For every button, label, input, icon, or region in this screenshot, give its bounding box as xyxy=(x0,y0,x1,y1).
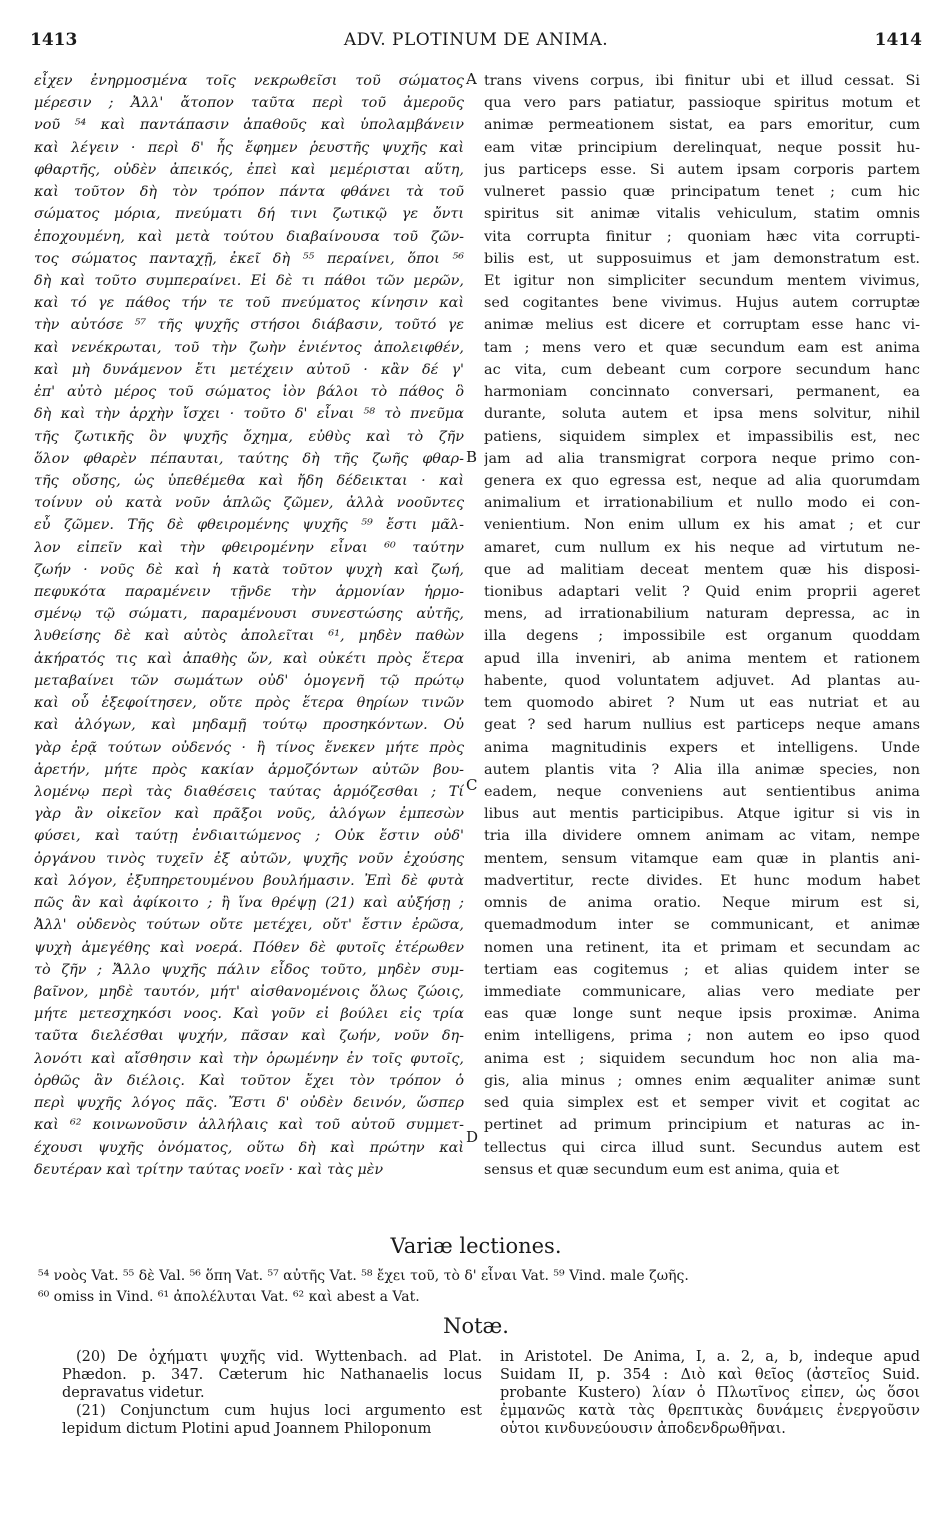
latin-text-line: gis, alia minus ; omnes enim æqualiter animæ sunt xyxy=(484,1072,920,1089)
notes-left-column xyxy=(62,1348,482,1438)
latin-text-line: habente, quod voluntatem adjuvet. Ad plantas au- xyxy=(484,672,920,689)
greek-text-line: ταῦτα διελέσθαι ψυχήν, πᾶσαν καὶ ζωήν, νοῦν δη- xyxy=(34,1028,464,1045)
latin-text-line: omnis de anima oratio. Neque mirum est si, xyxy=(484,895,920,912)
greek-text-line: δὴ καὶ τοῦτο συμπεραίνει. Εἰ δὲ τι πάθοι τῶν μερῶν, xyxy=(34,272,464,289)
greek-text-line: γὰρ ἂν οἰκεῖον καὶ πρᾶξοι νοῦς, ἀλόγων ἐμπεσὼν xyxy=(34,806,464,823)
latin-text-line: libus aut mentis participibus. Atque igitur si vis in xyxy=(484,806,920,823)
latin-text-line: animæ permeationem sistat, ea pars emoritur, cum xyxy=(484,117,920,134)
latin-text-line: madvertitur, recte divides. Et hunc modum habet xyxy=(484,872,920,889)
latin-text-line: nomen una retinent, ita et primam et secundam ac xyxy=(484,939,920,956)
latin-text-line: apud illa inveniri, ab anima mentem et rationem xyxy=(484,650,920,667)
greek-text-line: καὶ νενέκρωται, τοῦ τὴν ζωὴν ἐνιέντος ἀπολειφθέν, xyxy=(34,339,464,356)
greek-text-line: ζωήν · νοῦς δὲ καὶ ἡ κατὰ τοῦτον ψυχὴ καὶ ζωή, xyxy=(34,561,464,578)
latin-text-line: animæ melius est dicere et corruptam esse hanc vi- xyxy=(484,317,920,334)
greek-text-line: πεφυκότα παραμένειν τῇνδε τὴν ἁρμονίαν ἡρμο- xyxy=(34,584,464,601)
latin-text-line: immediate communicare, alias vero mediate per xyxy=(484,983,920,1000)
latin-text-line: tria illa dividere omnem animam ac vitam, nempe xyxy=(484,828,920,845)
latin-text-line: harmoniam concinnato conversari, permanent, ea xyxy=(484,384,920,401)
greek-text-line: τῆς οὔσης, ὡς ὑπεθέμεθα καὶ ἤδη δέδεικται · καὶ xyxy=(34,472,464,489)
note-line: lepidum dictum Plotini apud Joannem Philoponum xyxy=(62,1421,432,1437)
latin-text-line: jus particeps esse. Si autem ipsam corporis partem xyxy=(484,161,920,178)
greek-text-line: καὶ λέγειν · περὶ δ' ἧς ἔφημεν ῥευστῆς ψυχῆς καὶ xyxy=(34,139,464,156)
running-title: ADV. PLOTINUM DE ANIMA. xyxy=(343,30,609,50)
greek-text-line: δὴ καὶ τὴν ἀρχὴν ἴσχει · τοῦτο δ' εἶναι ⁵⁸ τὸ πνεῦμα xyxy=(34,406,464,423)
latin-text-line: mentem, sensum vitamque eam quæ in plantis ani- xyxy=(484,850,920,867)
latin-text-line: bilis est, ut supposuimus et jam demonstratum est. xyxy=(484,250,920,267)
greek-text-line: λονότι καὶ αἴσθησιν καὶ τὴν ὁρωμένην ἐν τοῖς φυτοῖς, xyxy=(34,1050,464,1067)
greek-text-line: τῆς ζωτικῆς ὂν ψυχῆς ὄχημα, εὐθὺς καὶ τὸ ζῆν xyxy=(34,428,464,445)
greek-text-line: καὶ τοῦτον δὴ τὸν τρόπον πάντα φθάνει τὰ τοῦ xyxy=(34,184,464,201)
greek-text-line: μέρεσιν ; Ἀλλ' ἄτοπον ταῦτα περὶ τοῦ ἀμεροῦς xyxy=(34,95,464,112)
note-line: (21) Conjunctum cum hujus loci argumento est xyxy=(76,1403,482,1419)
greek-text-line: γὰρ ἐρᾷ τούτων οὐδενός · ἢ τίνος ἕνεκεν μήτε πρὸς xyxy=(34,739,464,756)
greek-text-line: βαῖνον, μηδὲ ταυτόν, μήτ' αἰσθανομένοις ὅλως ζώοις, xyxy=(34,983,464,1000)
greek-text-line: εἶχεν ἐνηρμοσμένα τοῖς νεκρωθεῖσι τοῦ σώματος xyxy=(34,73,464,89)
latin-text-line: eas quæ longe sunt neque ipsis proximæ. Anima xyxy=(484,1006,920,1023)
latin-text-line: anima est ; siquidem secundum hoc non alia ma- xyxy=(484,1050,920,1067)
note-line: probante Kustero) λίαν ὁ Πλωτῖνος εἶπεν, ὡς ὅσοι xyxy=(500,1385,920,1401)
variae-line-1: ⁵⁴ νοὸς Vat. ⁵⁵ δὲ Val. ⁵⁶ ὅπη Vat. ⁵⁷ αὐτῆς Vat. ⁵⁸ ἔχει τοῦ, τὸ δ' εἶναι Vat. ⁵⁹ Vind. male ζωῆς. xyxy=(38,1268,689,1284)
greek-text-line: καὶ ἀλόγων, καὶ μηδαμῇ τούτῳ προσηκόντων. Οὐ xyxy=(34,717,464,734)
latin-text-line: Et igitur non simpliciter secundum mentem vivimus, xyxy=(484,272,920,289)
latin-text-line: mens, ad irrationabilium naturam depressa, ac in xyxy=(484,606,920,623)
note-line: depravatus videtur. xyxy=(62,1385,205,1401)
latin-text-line: tertiam eas cogitemus ; et alias quidem inter se xyxy=(484,961,920,978)
greek-text-line: καὶ λόγον, ἐξυπηρετουμένου βουλήμασιν. Ἐπὶ δὲ φυτὰ xyxy=(34,872,464,889)
greek-text-line: ψυχὴ ἀμεγέθης καὶ νοερά. Πόθεν δὲ φυτοῖς ἑτέρωθεν xyxy=(34,939,464,956)
greek-text-line: σμένῳ τῷ σώματι, παραμένουσι συνεστώσης αὐτῆς, xyxy=(34,606,464,623)
latin-text-line: venientium. Non enim ullum ex his amat ; et cur xyxy=(484,517,920,534)
latin-text-line: animalium et irrationabilium et nullo modo ei con- xyxy=(484,495,920,512)
note-line: Suidam II, p. 354 : Διὸ καὶ θεῖος (ἀστεῖος Suid. xyxy=(500,1367,920,1383)
section-marker-d: D xyxy=(466,1128,479,1146)
greek-text-line: ὀρθῶς ἂν διέλοις. Καὶ τοῦτον ἔχει τὸν τρόπον ὁ xyxy=(34,1072,464,1089)
variae-line-2: ⁶⁰ omiss in Vind. ⁶¹ ἀπολέλυται Vat. ⁶² καὶ abest a Vat. xyxy=(38,1289,420,1305)
latin-text-line: amaret, cum nullum ex his neque ad virtutum ne- xyxy=(484,539,920,556)
latin-text-line: eadem, neque conveniens aut sentientibus anima xyxy=(484,784,920,800)
greek-text-line: λυθείσης δὲ καὶ αὐτὸς ἀπολεῖται ⁶¹, μηδὲν παθὼν xyxy=(34,628,464,645)
page-number-right: 1414 xyxy=(874,30,922,50)
greek-text-line: Ἀλλ' οὐδενὸς τούτων οὔτε μετέχει, οὔτ' ἔστιν ἐρῶσα, xyxy=(34,917,464,934)
latin-text-line: anima magnitudinis expers et intelligens. Unde xyxy=(484,739,920,756)
greek-text-line: περὶ ψυχῆς λόγος πᾶς. Ἔστι δ' οὐδὲν δεινόν, ὥσπερ xyxy=(34,1095,464,1112)
greek-text-line: φθαρτῆς, οὐδὲν ἀπεικός, ἐπεὶ καὶ μεμέρισται αὕτη, xyxy=(34,161,464,178)
note-line: (20) De ὀχήματι ψυχῆς vid. Wyttenbach. ad Plat. xyxy=(76,1349,482,1365)
latin-text-line: genera ex quo egressa est, neque ad alia quorumdam xyxy=(484,472,920,489)
latin-text-line: trans vivens corpus, ibi finitur ubi et illud cessat. Si xyxy=(484,73,920,89)
greek-text-line: τὸ ζῆν ; Ἄλλο ψυχῆς πάλιν εἶδος τοῦτο, μηδὲν συμ- xyxy=(34,961,464,978)
latin-text-column xyxy=(484,70,920,1181)
latin-text-line: geat ? sed harum nullius est particeps neque amans xyxy=(484,717,920,734)
greek-text-line: φύσει, καὶ ταύτῃ ἐνδιαιτώμενος ; Οὐκ ἔστιν οὐδ' xyxy=(34,828,464,845)
greek-text-line: καὶ οὗ ἐξεφοίτησεν, οὔτε πρὸς ἕτερα θηρίων τινῶν xyxy=(34,695,464,712)
latin-text-line: spiritus sit animæ vitalis vehiculum, statim omnis xyxy=(484,206,920,223)
latin-text-line: eam vitæ principium derelinquat, neque possit hu- xyxy=(484,139,920,156)
greek-text-line: μήτε μετεσχηκόσι νοος. Καὶ γοῦν εἰ βούλει εἰς τρία xyxy=(34,1006,464,1023)
greek-text-line: δευτέραν καὶ τρίτην ταύτας νοεῖν · καὶ τὰς μὲν xyxy=(34,1161,384,1178)
latin-text-line: vulneret passio quæ principatum tenet ; cum hic xyxy=(484,184,920,201)
note-line: Phædon. p. 347. Cæterum hic Nathanaelis locus xyxy=(62,1367,482,1383)
greek-text-line: τος σώματος πανταχῇ, ἐκεῖ δὴ ⁵⁵ περαίνει, ὅποι ⁵⁶ xyxy=(34,250,464,267)
latin-text-line: jam ad alia transmigrat corpora neque primo con- xyxy=(484,450,920,467)
section-marker-c: C xyxy=(466,776,478,794)
latin-text-line: tellectus qui circa illud sunt. Secundus autem est xyxy=(484,1139,920,1156)
latin-text-line: ac vita, cum debeant cum corpore secundum hanc xyxy=(484,361,920,378)
greek-text-line: καὶ ⁶² κοινωνοῦσιν ἀλλήλαις καὶ τοῦ αὐτοῦ συμμετ- xyxy=(34,1117,464,1134)
greek-text-line: τὴν αὐτόσε ⁵⁷ τῆς ψυχῆς στήσοι διάβασιν, τοῦτό γε xyxy=(34,317,464,334)
greek-text-line: ἐπ' αὐτὸ μέρος τοῦ σώματος ἰὸν βάλοι τὸ πάθος ὃ xyxy=(34,384,464,401)
greek-text-line: εὖ ζῶμεν. Τῆς δὲ φθειρομένης ψυχῆς ⁵⁹ ἔστι μᾶλ- xyxy=(34,517,464,534)
notes-right-column xyxy=(500,1348,920,1438)
latin-text-line: tam ; mens vero et quæ secundum eam est anima xyxy=(484,339,920,356)
latin-text-line: illa degens ; impossibile est organum quoddam xyxy=(484,628,920,645)
greek-text-line: καὶ μὴ δυνάμενον ἔτι μετέχειν αὐτοῦ · κἂν δέ γ' xyxy=(34,361,464,378)
greek-text-line: ὀργάνου τινὸς τυχεῖν ἐξ αὐτῶν, ψυχῆς νοῦν ἐχούσης xyxy=(34,850,464,867)
greek-text-line: νοῦ ⁵⁴ καὶ παντάπασιν ἀπαθοῦς καὶ ὑπολαμβάνειν xyxy=(34,117,464,134)
latin-text-line: quemadmodum inter se communicant, et animæ xyxy=(484,917,920,934)
variae-lectiones-heading: Variæ lectiones. xyxy=(390,1234,562,1258)
greek-text-line: ἐποχουμένη, καὶ μετὰ τούτου διαβαίνουσα τοῦ ζῶν- xyxy=(34,228,464,245)
greek-text-line: λον εἰπεῖν καὶ τὴν φθειρομένην εἶναι ⁶⁰ ταύτην xyxy=(34,539,464,556)
latin-text-line: sed quia simplex est et semper vivit et cogitat ac xyxy=(484,1095,920,1112)
greek-text-line: σώματος μόρια, πνεύματι δή τινι ζωτικῷ γε ὄντι xyxy=(34,206,464,223)
greek-text-column xyxy=(34,70,464,1181)
greek-text-line: ἀκήρατός τις καὶ ἀπαθὴς ὤν, καὶ οὐκέτι πρὸς ἕτερα xyxy=(34,650,464,667)
greek-text-line: λομένῳ περὶ τὰς διαθέσεις ταύτας ἁρμόζεσθαι ; Τί xyxy=(34,784,464,800)
greek-text-line: μεταβαίνει τῶν σωμάτων οὐδ' ὁμογενῆ τῷ πρώτῳ xyxy=(34,672,464,689)
greek-text-line: τοίνυν οὐ κατὰ νοῦν ἁπλῶς ζῶμεν, ἀλλὰ νοοῦντες xyxy=(34,495,464,512)
latin-text-line: vita corrupta finitur ; quoniam hæc vita corrupti- xyxy=(484,228,920,245)
note-line: οὗτοι κινδυνεύουσιν ἀποδενδρωθῆναι. xyxy=(500,1421,786,1437)
greek-text-line: ὅλον φθαρὲν πέπαυται, ταύτης δὴ τῆς ζωῆς φθαρ- xyxy=(34,450,464,467)
section-marker-b: B xyxy=(466,448,478,466)
latin-text-line: enim intelligens, prima ; non autem eo ipso quod xyxy=(484,1028,920,1045)
latin-text-line: tem quomodo abiret ? Num ut eas nutriat et au xyxy=(484,695,920,712)
section-marker-a: A xyxy=(466,70,477,88)
greek-text-line: ἀρετήν, μήτε πρὸς κακίαν ἁρμοζόντων αὐτῶν βου- xyxy=(34,761,464,778)
note-line: ἐμμανῶς κατὰ τὰς θρεπτικὰς δυνάμεις ἐνεργοῦσιν xyxy=(500,1403,920,1419)
latin-text-line: autem plantis vita ? Alia illa animæ species, non xyxy=(484,761,920,778)
latin-text-line: durante, soluta autem et ipsa mens solvitur, nihil xyxy=(484,406,920,423)
note-line: in Aristotel. De Anima, I, a. 2, a, b, indeque apud xyxy=(500,1349,920,1365)
latin-text-line: sensus et quæ secundum eum est anima, quia et xyxy=(484,1161,840,1178)
page-header xyxy=(30,30,922,54)
latin-text-line: sed cogitantes bene vivimus. Hujus autem corruptæ xyxy=(484,295,920,312)
greek-text-line: πῶς ἂν καὶ ἀφίκοιτο ; ἢ ἵνα θρέψῃ (21) καὶ αὐξήσῃ ; xyxy=(34,895,464,912)
latin-text-line: que ad malitiam deceat mentem quæ his disposi- xyxy=(484,561,920,578)
latin-text-line: tionibus adaptari velit ? Quid enim proprii ageret xyxy=(484,584,920,601)
latin-text-line: qua vero pars patiatur, passioque spiritus motum et xyxy=(484,95,920,112)
latin-text-line: patiens, siquidem simplex et impassibilis est, nec xyxy=(484,428,920,445)
notae-heading: Notæ. xyxy=(443,1314,509,1338)
greek-text-line: καὶ τό γε πάθος τήν τε τοῦ πνεύματος κίνησιν καὶ xyxy=(34,295,464,312)
page-number-left: 1413 xyxy=(30,30,78,50)
greek-text-line: έχουσι ψυχῆς ὀνόματος, οὕτω δὴ καὶ πρώτην καὶ xyxy=(34,1139,464,1156)
latin-text-line: pertinet ad primum principium et naturas ac in- xyxy=(484,1117,920,1134)
